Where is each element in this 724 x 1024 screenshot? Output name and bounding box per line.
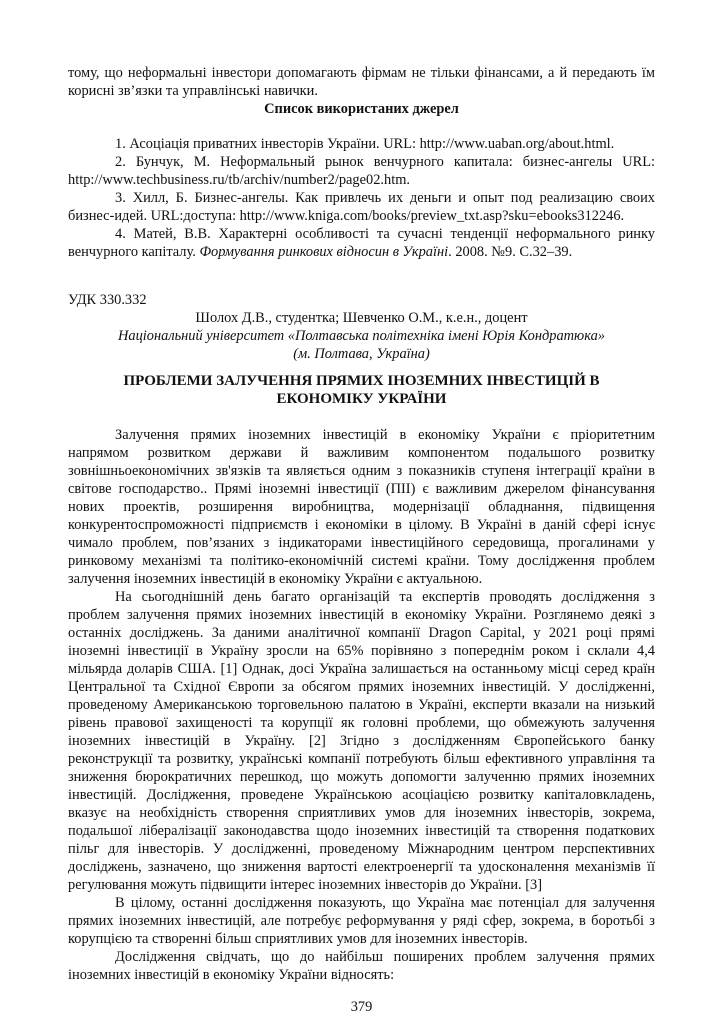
paragraph-line: залучення іноземних інвестицій в економіку України є актуальною. bbox=[68, 571, 483, 587]
paragraph-line: В цілому, останні дослідження показують, що Україна має потенціал для залучення bbox=[115, 895, 655, 911]
references-heading: Список використаних джерел bbox=[264, 101, 459, 117]
paragraph-line: На сьогоднішній день багато організацій та експертів проводять дослідження з bbox=[115, 589, 655, 605]
paragraph-line: останніх досліджень. За даними аналітичної компанії Dragon Capital, у 2021 році прямі bbox=[68, 625, 655, 641]
udc-code: УДК 330.332 bbox=[68, 292, 147, 308]
paragraph-line: інвестицій. Дослідження, проведене Українською асоціацією розвитку капіталовкладень, bbox=[68, 787, 655, 803]
paragraph-line: Залучення прямих іноземних інвестицій в економіку України є пріоритетним bbox=[115, 427, 655, 443]
paragraph-line: іноземних інвестицій в економіку України відносять: bbox=[68, 967, 395, 983]
paragraph-line: подальшої лібералізації законодавства щодо іноземних інвестицій та створення податкових bbox=[68, 823, 655, 839]
paragraph-line: регулювання можуть підвищити інтерес іноземних інвесторів до України. [3] bbox=[68, 877, 542, 893]
paragraph-line: пільг для інвесторів. У дослідженні, проведеному Міжнародним центром перспективних bbox=[68, 841, 655, 857]
paragraph-line: конкурентоспроможності підприємств і економіки в цілому. В Україні в даній сфері існує bbox=[68, 517, 655, 533]
paragraph-line: вказує на необхідність створення сприятливих умов для іноземних інвесторів, зокрема, bbox=[68, 805, 655, 821]
paragraph-line: проведеному Американською торговельною палатою в Україні, експерти вказали на низький bbox=[68, 697, 655, 713]
page-number: 379 bbox=[350, 999, 373, 1015]
paragraph-line: реконструкції та розвитку, українські компанії потребують більш ефективного управління та bbox=[68, 751, 655, 767]
reference-suffix: . 2008. №9. С.32–39. bbox=[448, 244, 573, 260]
article-affiliation: Національний університет «Полтавська політехніка імені Юрія Кондратюка» bbox=[118, 328, 605, 344]
paragraph-line: чимало проблем, пов’язаних з індикаторами інвестиційного середовища, прогалинами у bbox=[68, 535, 655, 551]
reference-item: 1. Асоціація приватних інвесторів України. URL: http://www.uaban.org/about.html. bbox=[115, 136, 615, 152]
paragraph-line: досліджень, зазначено, що зниження вартості електроенергії та удосконалення механізмів її bbox=[68, 859, 655, 875]
article-authors: Шолох Д.В., студентка; Шевченко О.М., к.е.н., доцент bbox=[195, 310, 528, 326]
paragraph-line: прямих іноземних інвестицій, але потребує реформування у ряді сфер, зокрема, в боротьбі з bbox=[68, 913, 655, 929]
reference-prefix: венчурного капіталу. bbox=[68, 244, 200, 260]
paragraph-line: напрямом розвитком держави й важливим компонентом подальшого розвитку bbox=[68, 445, 655, 461]
reference-item: 2. Бунчук, М. Неформальный рынок венчурного капитала: бизнес-ангелы URL: bbox=[115, 154, 655, 170]
paragraph-line: зовнішньоекономічних зв'язків та являється одним з показників ступеня інтеграції країни в bbox=[68, 463, 655, 479]
article-location: (м. Полтава, Україна) bbox=[293, 346, 430, 362]
reference-item-cont: http://www.techbusiness.ru/tb/archiv/number2/page02.htm. bbox=[68, 172, 410, 188]
paragraph-line: іноземні інвестиції в Україну зросли на 65% порівняно з попереднім роком і склали 4,4 bbox=[68, 643, 655, 659]
paragraph-line: Центральної та Східної Європи за обсягом прямих іноземних інвестицій. У дослідженні, bbox=[68, 679, 655, 695]
paragraph-line: зниження бюрократичних перешкод, що можуть допомогти залученню прямих іноземних bbox=[68, 769, 655, 785]
paragraph-line: іноземних інвестицій в Україну. [2] Згідно з дослідженням Європейського банку bbox=[68, 733, 655, 749]
paragraph-line: ринковому механізмі та політико-економічній системі країни. Тому дослідження проблем bbox=[68, 553, 655, 569]
paragraph-line: мільярда доларів США. [1] Однак, досі Україна залишається на останньому місці серед країн bbox=[68, 661, 655, 677]
reference-journal: Формування ринкових відносин в Україні bbox=[199, 244, 449, 260]
paragraph-line: проблем залучення прямих іноземних інвестицій в економіку України. Розглянемо деякі з bbox=[68, 607, 655, 623]
paragraph-line: світове господарство.. Прямі іноземні інвестиції (ПІІ) є важливим джерелом фінансування bbox=[68, 481, 655, 497]
paragraph-line: нових проектів, розширення виробництва, модернізації обладнання, підвищення bbox=[68, 499, 655, 515]
article-title: ЕКОНОМІКУ УКРАЇНИ bbox=[276, 391, 447, 407]
reference-item-cont: бизнес-идей. URL:доступа: http://www.kniga.com/books/preview_txt.asp?sku=ebooks312246. bbox=[68, 208, 625, 224]
reference-item-cont bbox=[68, 243, 655, 261]
reference-item: 4. Матей, В.В. Характерні особливості та сучасні тенденції неформального ринку bbox=[115, 226, 655, 242]
intro-line: тому, що неформальні інвестори допомагають фірмам не тільки фінансами, а й передають їм bbox=[68, 65, 655, 81]
paragraph-line: корупцією та створенні більш сприятливих умов для іноземних інвесторів. bbox=[68, 931, 528, 947]
article-title: ПРОБЛЕМИ ЗАЛУЧЕННЯ ПРЯМИХ ІНОЗЕМНИХ ІНВЕСТИЦІЙ В bbox=[123, 373, 600, 389]
intro-line: корисні зв’язки та управлінські навички. bbox=[68, 83, 318, 99]
paragraph-line: Дослідження свідчать, що до найбільш поширених проблем залучення прямих bbox=[115, 949, 655, 965]
paragraph-line: рівень правової захищеності та корупції як головні проблеми, що обмежують залучення bbox=[68, 715, 655, 731]
reference-item: 3. Хилл, Б. Бизнес-ангелы. Как привлечь их деньги и опыт под реализацию своих bbox=[115, 190, 655, 206]
